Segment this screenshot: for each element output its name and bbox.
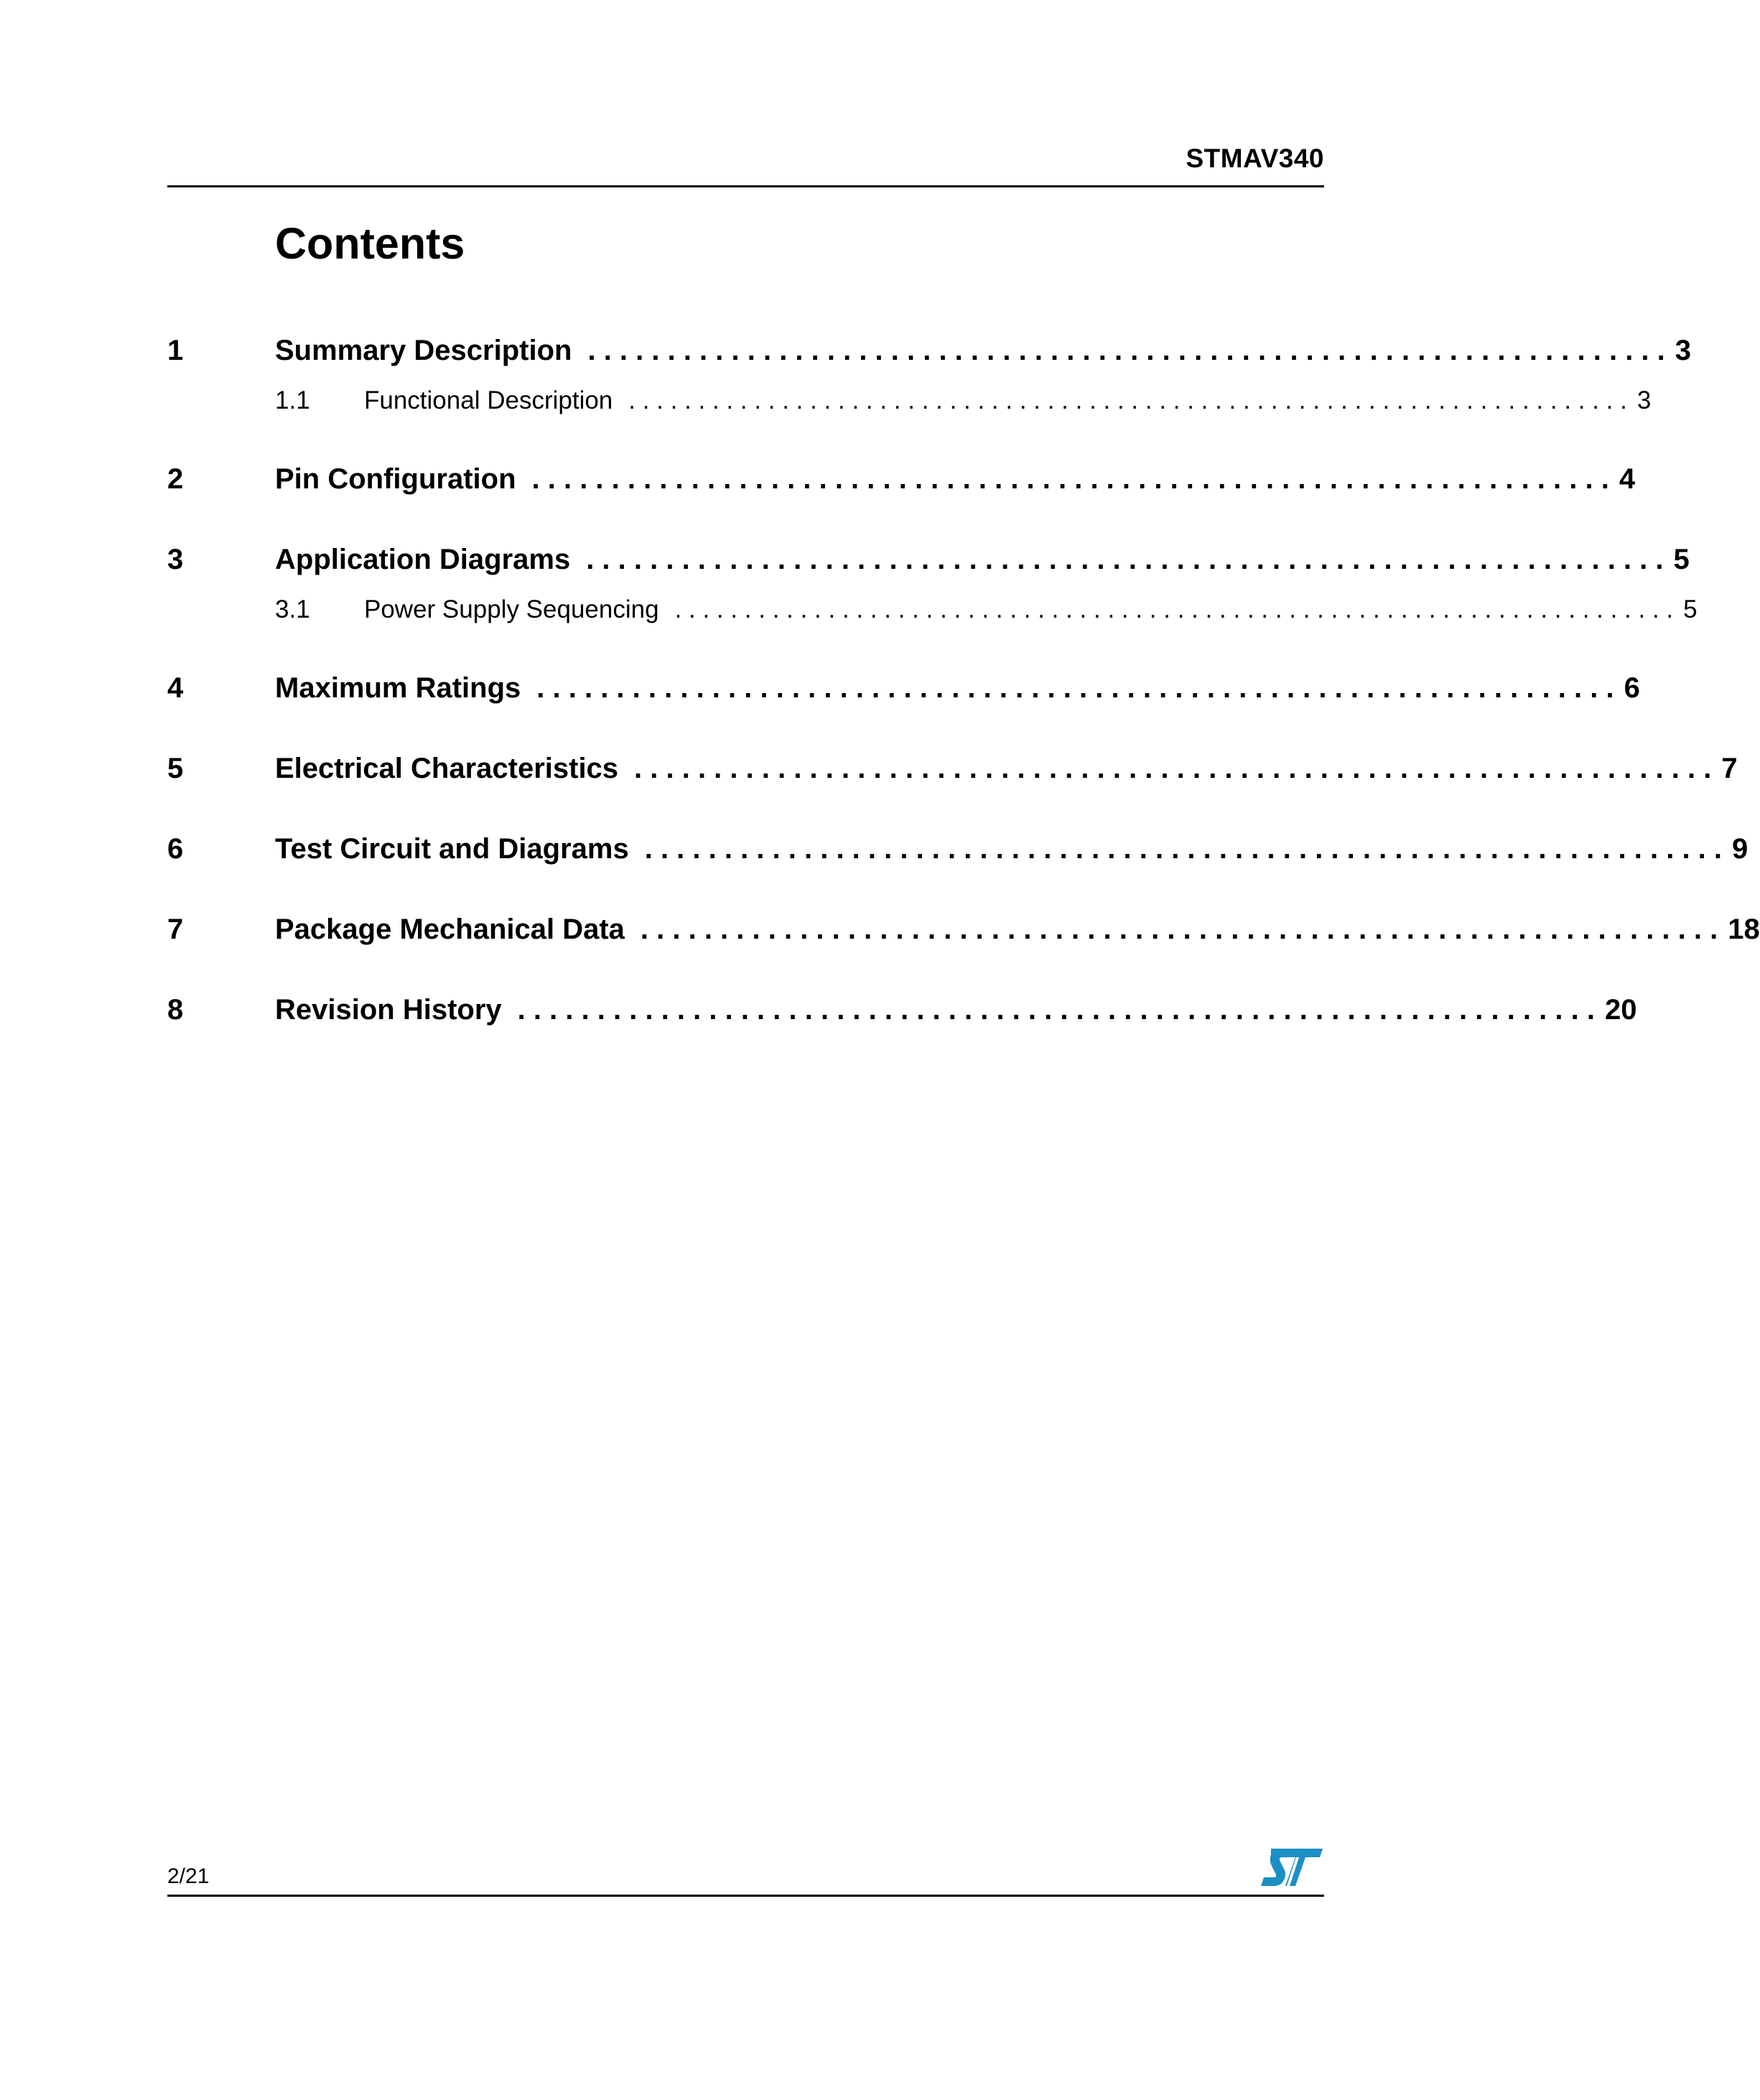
header-doc-id: STMAV340 <box>1186 144 1324 173</box>
toc-entry-6[interactable] <box>167 833 1749 865</box>
toc-title: Power Supply Sequencing <box>364 595 659 623</box>
toc-leader-dots: . . . . . . . . . . . . . . . . . . . . . . . . . . . . . . . . . . . . . . . . . . . . . . . . . . . . . . . . . . . . . . . . . . . . <box>634 753 1712 784</box>
toc-number: 5 <box>167 753 184 784</box>
toc-title: Revision History <box>275 994 502 1026</box>
st-logo-icon <box>1261 1847 1324 1887</box>
toc-leader-dots: . . . . . . . . . . . . . . . . . . . . . . . . . . . . . . . . . . . . . . . . . . . . . . . . . . . . . . . . . . . . . . . . . . . . <box>517 994 1595 1026</box>
toc-number: 3 <box>167 544 184 575</box>
toc-number: 7 <box>167 914 184 945</box>
header-rule <box>167 185 1324 187</box>
toc-number: 8 <box>167 994 184 1026</box>
toc-entry-1-1[interactable] <box>167 386 1652 415</box>
toc-page: 5 <box>1683 595 1698 623</box>
toc-leader-dots: . . . . . . . . . . . . . . . . . . . . . . . . . . . . . . . . . . . . . . . . . . . . . . . . . . . . . . . . . . . . . . . . . . . . <box>586 544 1664 575</box>
toc-title: Summary Description <box>275 335 572 366</box>
toc-entry-2[interactable] <box>167 463 1636 496</box>
toc-entry-8[interactable] <box>167 994 1637 1026</box>
toc-page: 4 <box>1619 463 1636 495</box>
toc-page: 6 <box>1624 672 1640 704</box>
toc-leader-dots: . . . . . . . . . . . . . . . . . . . . . . . . . . . . . . . . . . . . . . . . . . . . . . . . . . . . . . . . . . . . . . . . . . . . <box>536 672 1614 704</box>
toc-page: 3 <box>1636 386 1652 414</box>
toc-number: 3.1 <box>275 595 310 623</box>
toc-entry-4[interactable] <box>167 672 1640 705</box>
toc-entry-3[interactable] <box>167 544 1690 576</box>
toc-title: Electrical Characteristics <box>275 753 619 784</box>
toc-title: Test Circuit and Diagrams <box>275 833 629 865</box>
toc-number: 2 <box>167 463 184 495</box>
toc-page: 5 <box>1673 544 1690 575</box>
toc-page: 3 <box>1675 335 1692 366</box>
toc-leader-dots: . . . . . . . . . . . . . . . . . . . . . . . . . . . . . . . . . . . . . . . . . . . . . . . . . . . . . . . . . . . . . . . . . . . . . . . . <box>674 595 1674 623</box>
toc-number: 4 <box>167 672 184 704</box>
toc-entry-5[interactable] <box>167 753 1738 785</box>
toc-page: 7 <box>1721 753 1738 784</box>
st-logo-shape <box>1261 1849 1323 1886</box>
contents-heading: Contents <box>275 219 465 268</box>
toc-title: Pin Configuration <box>275 463 516 495</box>
toc-number: 6 <box>167 833 184 865</box>
toc-leader-dots: . . . . . . . . . . . . . . . . . . . . . . . . . . . . . . . . . . . . . . . . . . . . . . . . . . . . . . . . . . . . . . . . . . . . <box>640 914 1718 945</box>
toc-leader-dots: . . . . . . . . . . . . . . . . . . . . . . . . . . . . . . . . . . . . . . . . . . . . . . . . . . . . . . . . . . . . . . . . . . . . <box>644 833 1723 865</box>
toc-title: Maximum Ratings <box>275 672 521 704</box>
toc-leader-dots: . . . . . . . . . . . . . . . . . . . . . . . . . . . . . . . . . . . . . . . . . . . . . . . . . . . . . . . . . . . . . . . . . . . . <box>531 463 1609 495</box>
toc-entry-7[interactable] <box>167 914 1760 946</box>
toc-title: Application Diagrams <box>275 544 571 575</box>
toc-page: 18 <box>1728 914 1760 945</box>
toc-page: 9 <box>1732 833 1749 865</box>
toc-number: 1.1 <box>275 386 310 414</box>
footer-page-indicator: 2/21 <box>167 1864 210 1888</box>
toc-title: Package Mechanical Data <box>275 914 625 945</box>
footer-rule <box>167 1895 1324 1897</box>
toc-entry-1[interactable] <box>167 335 1692 367</box>
toc-title: Functional Description <box>364 386 613 414</box>
toc-number: 1 <box>167 335 184 366</box>
toc-leader-dots: . . . . . . . . . . . . . . . . . . . . . . . . . . . . . . . . . . . . . . . . . . . . . . . . . . . . . . . . . . . . . . . . . . . . . . . . <box>628 386 1627 414</box>
toc-entry-3-1[interactable] <box>167 595 1698 624</box>
toc-leader-dots: . . . . . . . . . . . . . . . . . . . . . . . . . . . . . . . . . . . . . . . . . . . . . . . . . . . . . . . . . . . . . . . . . . . . <box>587 335 1665 366</box>
toc-page: 20 <box>1604 994 1637 1026</box>
